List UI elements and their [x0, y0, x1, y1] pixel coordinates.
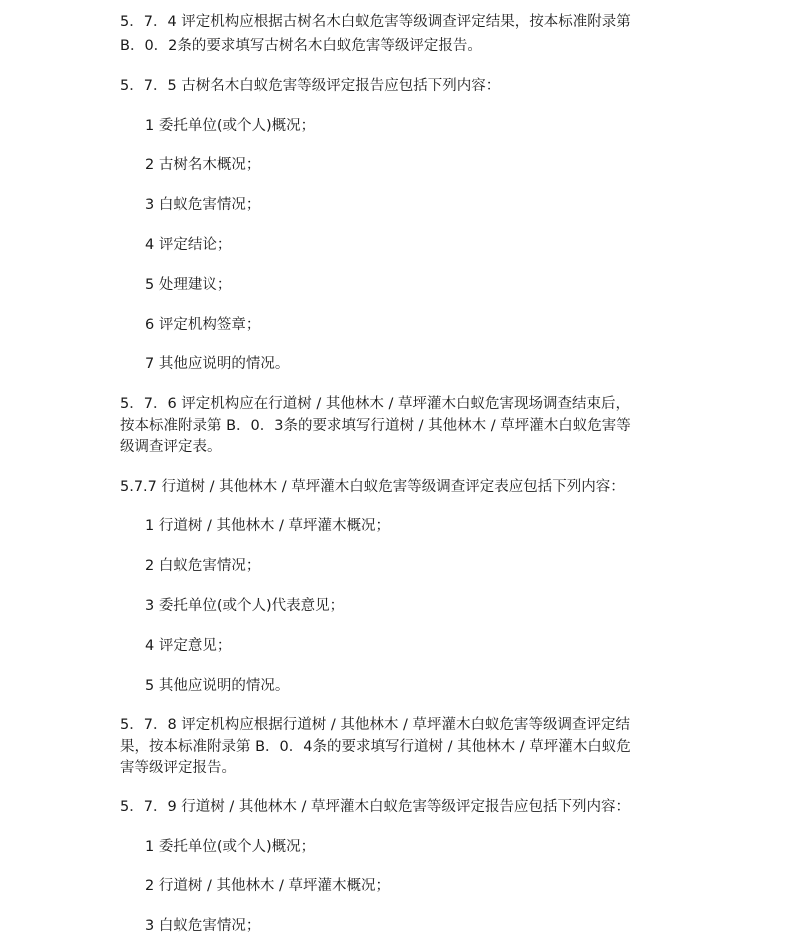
clause-5-7-9-item: 3 白蚁危害情况； — [145, 918, 261, 934]
clause-5-7-4-line-2: B．0．2条的要求填写古树名木白蚁危害等级评定报告。 — [120, 38, 482, 54]
clause-5-7-8-line-3: 害等级评定报告。 — [120, 760, 236, 776]
clause-5-7-5-item: 6 评定机构签章； — [145, 317, 261, 333]
clause-5-7-7-item: 5 其他应说明的情况。 — [145, 678, 290, 694]
clause-5-7-9-item: 2 行道树 / 其他林木 / 草坪灌木概况； — [145, 878, 391, 894]
clause-5-7-5-item: 2 古树名木概况； — [145, 157, 261, 173]
clause-5-7-5-item: 5 处理建议； — [145, 277, 232, 293]
clause-5-7-6-line-2: 按本标准附录第 B．0．3条的要求填写行道树 / 其他林木 / 草坪灌木白蚁危害等 — [120, 418, 631, 434]
clause-5-7-9-item: 1 委托单位(或个人)概况； — [145, 839, 316, 855]
clause-5-7-4-line-1: 5．7．4 评定机构应根据古树名木白蚁危害等级调查评定结果，按本标准附录第 — [120, 14, 631, 30]
clause-5-7-5-heading: 5．7．5 古树名木白蚁危害等级评定报告应包括下列内容： — [120, 78, 501, 94]
clause-5-7-7-item: 1 行道树 / 其他林木 / 草坪灌木概况； — [145, 518, 391, 534]
clause-5-7-7-item: 2 白蚁危害情况； — [145, 558, 261, 574]
clause-5-7-8-line-2: 果，按本标准附录第 B．0．4条的要求填写行道树 / 其他林木 / 草坪灌木白蚁危 — [120, 739, 631, 755]
clause-5-7-7-item: 3 委托单位(或个人)代表意见； — [145, 598, 345, 614]
clause-5-7-5-item: 4 评定结论； — [145, 237, 232, 253]
clause-5-7-8-line-1: 5．7．8 评定机构应根据行道树 / 其他林木 / 草坪灌木白蚁危害等级调查评定结 — [120, 717, 630, 733]
clause-5-7-5-item: 7 其他应说明的情况。 — [145, 356, 290, 372]
clause-5-7-7-heading: 5.7.7 行道树 / 其他林木 / 草坪灌木白蚁危害等级调查评定表应包括下列内容： — [120, 479, 625, 495]
clause-5-7-5-item: 3 白蚁危害情况； — [145, 197, 261, 213]
clause-5-7-6-line-1: 5．7．6 评定机构应在行道树 / 其他林木 / 草坪灌木白蚁危害现场调查结束后， — [120, 396, 630, 412]
clause-5-7-6-line-3: 级调查评定表。 — [120, 439, 222, 455]
clause-5-7-5-item: 1 委托单位(或个人)概况； — [145, 118, 316, 134]
clause-5-7-9-heading: 5．7．9 行道树 / 其他林木 / 草坪灌木白蚁危害等级评定报告应包括下列内容： — [120, 799, 630, 815]
clause-5-7-7-item: 4 评定意见； — [145, 638, 232, 654]
